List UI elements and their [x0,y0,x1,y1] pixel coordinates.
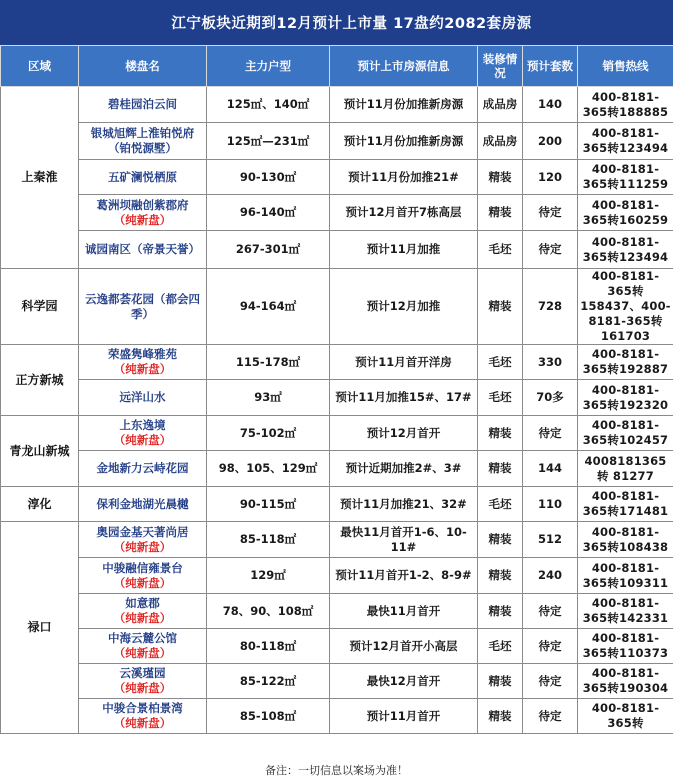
new-project-tag: （纯新盘） [113,575,172,590]
launch-info-cell: 预计12月首开小高层 [330,629,478,664]
new-project-tag: （纯新盘） [113,681,172,695]
launch-info-cell: 最快12月首开 [330,664,478,699]
launch-info-cell: 预计12月首开 [330,416,478,451]
header-area: 区域 [1,46,79,87]
unit-count-cell: 110 [523,487,578,522]
hotline-cell: 400-8181-365转110373 [578,629,673,664]
area-cell: 上秦淮 [1,87,79,269]
decoration-cell: 精装 [478,594,523,629]
new-project-tag: （纯新盘） [113,716,172,730]
hotline-cell: 400-8181-365转102457 [578,416,673,451]
project-name: 诚园南区（帝景天誉） [85,242,200,256]
launch-info-cell: 预计近期加推2#、3# [330,451,478,487]
unit-count-cell: 待定 [523,664,578,699]
launch-info-cell: 预计11月份加推新房源 [330,123,478,160]
new-project-tag: （纯新盘） [113,539,172,554]
header-name: 楼盘名 [79,46,207,87]
hotline-cell: 400-8181-365转109311 [578,558,673,594]
launch-info-cell: 预计11月份加推新房源 [330,87,478,123]
area-cell: 淳化 [1,487,79,522]
decoration-cell: 毛坯 [478,345,523,380]
decoration-cell: 毛坯 [478,487,523,522]
project-name-cell [79,195,207,231]
unit-type-cell: 96-140㎡ [207,195,330,231]
project-name: 保利金地湖光晨樾 [96,496,189,511]
header-info: 预计上市房源信息 [330,46,478,87]
hotline-cell: 400-8181-365转 [578,699,673,734]
project-name: 远洋山水 [119,390,166,404]
decoration-cell: 精装 [478,522,523,558]
unit-type-cell: 78、90、108㎡ [207,594,330,629]
new-project-tag: （纯新盘） [113,362,172,376]
project-name-cell [79,594,207,629]
unit-type-cell: 85-108㎡ [207,699,330,734]
table-row [1,345,673,380]
area-cell: 正方新城 [1,345,79,416]
watermark: 头条 @南京 [595,757,665,772]
decoration-cell: 精装 [478,699,523,734]
table-row [1,594,673,629]
unit-count-cell: 待定 [523,231,578,269]
launch-info-cell: 预计11月份加推21# [330,160,478,195]
project-name: 奥园金基天著尚居 [96,524,189,539]
launch-info-cell: 预计12月首开7栋高层 [330,195,478,231]
project-name: 中骏融信雍景台 [102,560,183,575]
project-name-cell [79,451,207,487]
unit-count-cell: 待定 [523,629,578,664]
unit-type-cell: 90-130㎡ [207,160,330,195]
project-name-cell [79,380,207,416]
project-name-cell [79,664,207,699]
project-name: 银城旭辉上淮铂悦府（铂悦源墅） [90,126,195,155]
unit-type-cell: 80-118㎡ [207,629,330,664]
new-project-tag: （纯新盘） [113,611,172,625]
launch-info-cell: 最快11月首开1-6、10-11# [330,522,478,558]
unit-type-cell: 129㎡ [207,558,330,594]
decoration-cell: 精装 [478,269,523,345]
decoration-cell: 精装 [478,558,523,594]
hotline-cell: 400-8181-365转123494 [578,231,673,269]
launch-info-cell: 预计12月加推 [330,269,478,345]
decoration-cell: 毛坯 [478,380,523,416]
project-name: 中海云麓公馆 [108,631,177,645]
project-name: 云溪瑾园 [119,666,166,680]
project-name: 上东逸境 [119,418,166,432]
unit-type-cell: 75-102㎡ [207,416,330,451]
unit-count-cell: 144 [523,451,578,487]
header-row [1,46,673,87]
hotline-cell: 400-8181-365转192887 [578,345,673,380]
unit-count-cell: 待定 [523,594,578,629]
unit-type-cell: 98、105、129㎡ [207,451,330,487]
unit-count-cell: 待定 [523,416,578,451]
launch-info-cell: 预计11月首开洋房 [330,345,478,380]
decoration-cell: 精装 [478,664,523,699]
header-deco: 装修情况 [478,46,523,87]
listing-table [0,45,673,734]
unit-count-cell: 512 [523,522,578,558]
area-cell: 青龙山新城 [1,416,79,487]
project-name-cell [79,416,207,451]
project-name-cell [79,123,207,160]
decoration-cell: 精装 [478,416,523,451]
table-row [1,87,673,123]
table-row [1,416,673,451]
unit-count-cell: 待定 [523,195,578,231]
table-row [1,269,673,345]
table-row [1,487,673,522]
project-name-cell [79,87,207,123]
unit-type-cell: 93㎡ [207,380,330,416]
table-row [1,380,673,416]
unit-type-cell: 94-164㎡ [207,269,330,345]
project-name-cell [79,269,207,345]
unit-type-cell: 125㎡、140㎡ [207,87,330,123]
header-count: 预计套数 [523,46,578,87]
unit-count-cell: 待定 [523,699,578,734]
project-name-cell [79,522,207,558]
unit-type-cell: 85-122㎡ [207,664,330,699]
footnote: 备注：一切信息以案场为准！ [265,764,408,777]
project-name-cell [79,558,207,594]
project-name: 金地新力云峙花园 [96,461,189,475]
new-project-tag: （纯新盘） [113,212,172,227]
new-project-tag: （纯新盘） [113,646,172,660]
table-row [1,123,673,160]
decoration-cell: 精装 [478,195,523,231]
table-row [1,699,673,734]
unit-count-cell: 120 [523,160,578,195]
hotline-cell: 400-8181-365转171481 [578,487,673,522]
area-cell: 科学园 [1,269,79,345]
project-name: 葛洲坝融创紫郡府 [96,197,189,212]
hotline-cell: 400-8181-365转158437、400-8181-365转161703 [578,269,673,345]
table-body [1,87,673,734]
unit-type-cell: 267-301㎡ [207,231,330,269]
table-row [1,558,673,594]
project-name-cell [79,629,207,664]
hotline-cell: 400-8181-365转160259 [578,195,673,231]
hotline-cell: 400-8181-365转142331 [578,594,673,629]
project-name-cell [79,699,207,734]
decoration-cell: 毛坯 [478,629,523,664]
header-hotline: 销售热线 [578,46,673,87]
decoration-cell: 精装 [478,451,523,487]
table-row [1,231,673,269]
launch-info-cell: 预计11月加推21、32# [330,487,478,522]
header-type: 主力户型 [207,46,330,87]
unit-type-cell: 115-178㎡ [207,345,330,380]
project-name-cell [79,345,207,380]
launch-info-cell: 预计11月首开1-2、8-9# [330,558,478,594]
table-row [1,195,673,231]
hotline-cell: 400-8181-365转111259 [578,160,673,195]
unit-count-cell: 330 [523,345,578,380]
launch-info-cell: 最快11月首开 [330,594,478,629]
project-name: 如意郡 [125,596,160,610]
project-name-cell [79,160,207,195]
decoration-cell: 成品房 [478,123,523,160]
decoration-cell: 毛坯 [478,231,523,269]
launch-info-cell: 预计11月加推 [330,231,478,269]
project-name: 荣盛隽峰雅苑 [108,347,177,361]
unit-type-cell: 125㎡—231㎡ [207,123,330,160]
unit-count-cell: 140 [523,87,578,123]
project-name: 云逸都荟花园（都会四季） [85,291,200,321]
unit-count-cell: 200 [523,123,578,160]
hotline-cell: 400-8181-365转123494 [578,123,673,160]
hotline-cell: 400-8181-365转192320 [578,380,673,416]
page-title: 江宁板块近期到12月预计上市量 17盘约2082套房源 [0,0,673,45]
launch-info-cell: 预计11月首开 [330,699,478,734]
decoration-cell: 成品房 [478,87,523,123]
table-row [1,160,673,195]
project-name: 中骏合景柏景湾 [102,701,183,715]
hotline-cell: 400-8181-365转108438 [578,522,673,558]
new-project-tag: （纯新盘） [113,433,172,447]
launch-info-cell: 预计11月加推15#、17# [330,380,478,416]
hotline-cell: 400-8181-365转190304 [578,664,673,699]
table-row [1,451,673,487]
unit-count-cell: 70多 [523,380,578,416]
table-row [1,629,673,664]
unit-type-cell: 90-115㎡ [207,487,330,522]
hotline-cell: 400-8181-365转188885 [578,87,673,123]
area-cell: 禄口 [1,522,79,734]
unit-type-cell: 85-118㎡ [207,522,330,558]
table-row [1,664,673,699]
project-name: 碧桂园泊云间 [108,97,177,111]
hotline-cell: 4008181365转 81277 [578,451,673,487]
project-name: 五矿澜悦栖原 [108,169,177,184]
unit-count-cell: 240 [523,558,578,594]
decoration-cell: 精装 [478,160,523,195]
table-row [1,522,673,558]
project-name-cell [79,231,207,269]
unit-count-cell: 728 [523,269,578,345]
project-name-cell [79,487,207,522]
